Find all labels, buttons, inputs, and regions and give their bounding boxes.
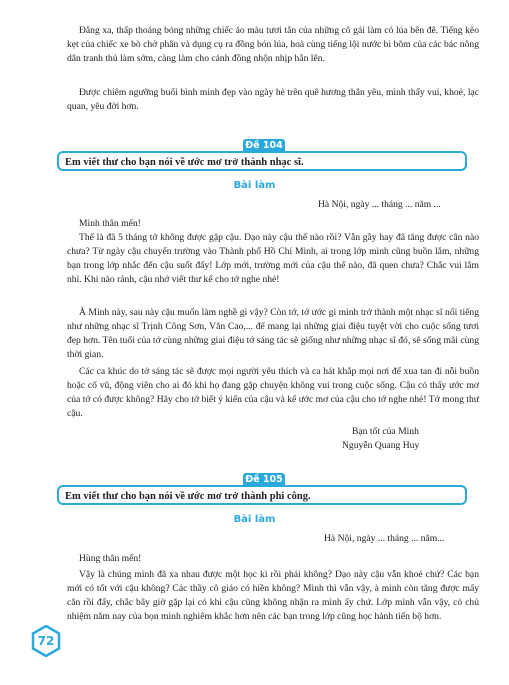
signature-104: Nguyễn Quang Huy [342, 440, 420, 451]
page-number: 72 [37, 634, 55, 648]
date-line-104: Hà Nội, ngày ... tháng ... năm ... [318, 199, 441, 210]
letter-paragraph-104-2: À Minh này, sau này cậu muốn làm nghề gì vậy? Còn tớ, tớ ước gì mình trở thành một nhạc sĩ nổi tiếng như những nhạc sĩ Trịnh Công Sơn, Văn Cao,... để mang lại những giai điệu tuyệt vời cho cuộc sống tươi đẹp hơn. Tên tuổi của tớ cùng những giai điệu tớ sáng tác sẽ giống như những nhạc sĩ đó, sẽ sống mãi cùng thời gian. [67, 307, 479, 360]
letter-paragraph-105-1: Vậy là chúng mình đã xa nhau được một học kì rồi phải không? Dạo này cậu vẫn khoẻ chứ? Các bạn mới có tốt với cậu không? Các thầy cô giáo có hiền không? Mình thì vẫn vậy, à mình còn tăng được mấy cân rồi đấy, chắc bây giờ gặp lại có khi cậu cũng không nhận ra mình ấy chứ. Lớp mình vẫn vậy, có chủ nhiệm năm nay của bọn mình nghiêm khắc hơn nên các bạn trong lớp cũng học hành tiến bộ hơn. [67, 569, 479, 622]
exercise-tag-105: Đề 105 [243, 473, 285, 486]
sign-off-104: Bạn tốt của Minh [352, 426, 419, 437]
intro-paragraph-1: Đằng xa, thấp thoáng bóng những chiếc áo màu tươi tắn của những cô gái làm cỏ lúa bên đê. Tiếng kẽo kẹt của chiếc xe bò chở phân và dụng cụ ra đồng bón lúa, hoà cùng tiếng lội nước bì bõm của các bác nông dân tranh thủ làm sớm, càng làm cho cánh đồng nhộn nhịp hẳn lên. [67, 25, 479, 64]
greeting-104: Minh thân mến! [79, 218, 141, 229]
answer-heading-104: Bài làm [233, 180, 276, 191]
exercise-title-105: Em viết thư cho bạn nói về ước mơ trở thành phi công. [57, 485, 467, 505]
letter-paragraph-104-3: Các ca khúc do tớ sáng tác sẽ được mọi người yêu thích và ca hát khắp mọi nơi để xua tan đi nỗi buồn hoặc cổ vũ, động viên cho ai đó khi họ đang gặp chuyện không vui trong cuộc sống. Cậu có thấy ước mơ của tớ có được không? Hãy cho tớ biết ý kiến của cậu và kể ước mơ của cậu cho tớ nghe nhé! Tớ mong thư cậu. [67, 366, 479, 419]
date-line-105: Hà Nội, ngày ... tháng ... năm... [324, 533, 445, 544]
page-number-badge [30, 625, 62, 657]
intro-paragraph-2: Được chiêm ngưỡng buổi bình minh đẹp vào ngày hè trên quê hương thân yêu, mình thấy vui, khoẻ, lạc quan, yêu đời hơn. [67, 87, 479, 112]
greeting-105: Hùng thân mến! [79, 553, 142, 564]
exercise-tag-104: Đề 104 [243, 139, 285, 152]
letter-paragraph-104-1: Thế là đã 5 tháng tớ không được gặp cậu. Dạo này cậu thế nào rồi? Vẫn gầy hay đã tăng được cân nào chưa? Từ ngày cậu chuyển trường vào Thành phố Hồ Chí Minh, ai trong lớp mình cũng buồn lắm, những bạn trong lớp nhắc đến cậu suốt đấy! Lớp mới, trường mới của cậu thế nào, đã quen chưa? Chắc vui lắm nhỉ. Khi nào rảnh, cậu nhớ viết thư kể cho tớ nghe nhé! [67, 232, 479, 285]
exercise-title-104: Em viết thư cho bạn nói về ước mơ trở thành nhạc sĩ. [57, 151, 467, 171]
answer-heading-105: Bài làm [233, 514, 276, 525]
